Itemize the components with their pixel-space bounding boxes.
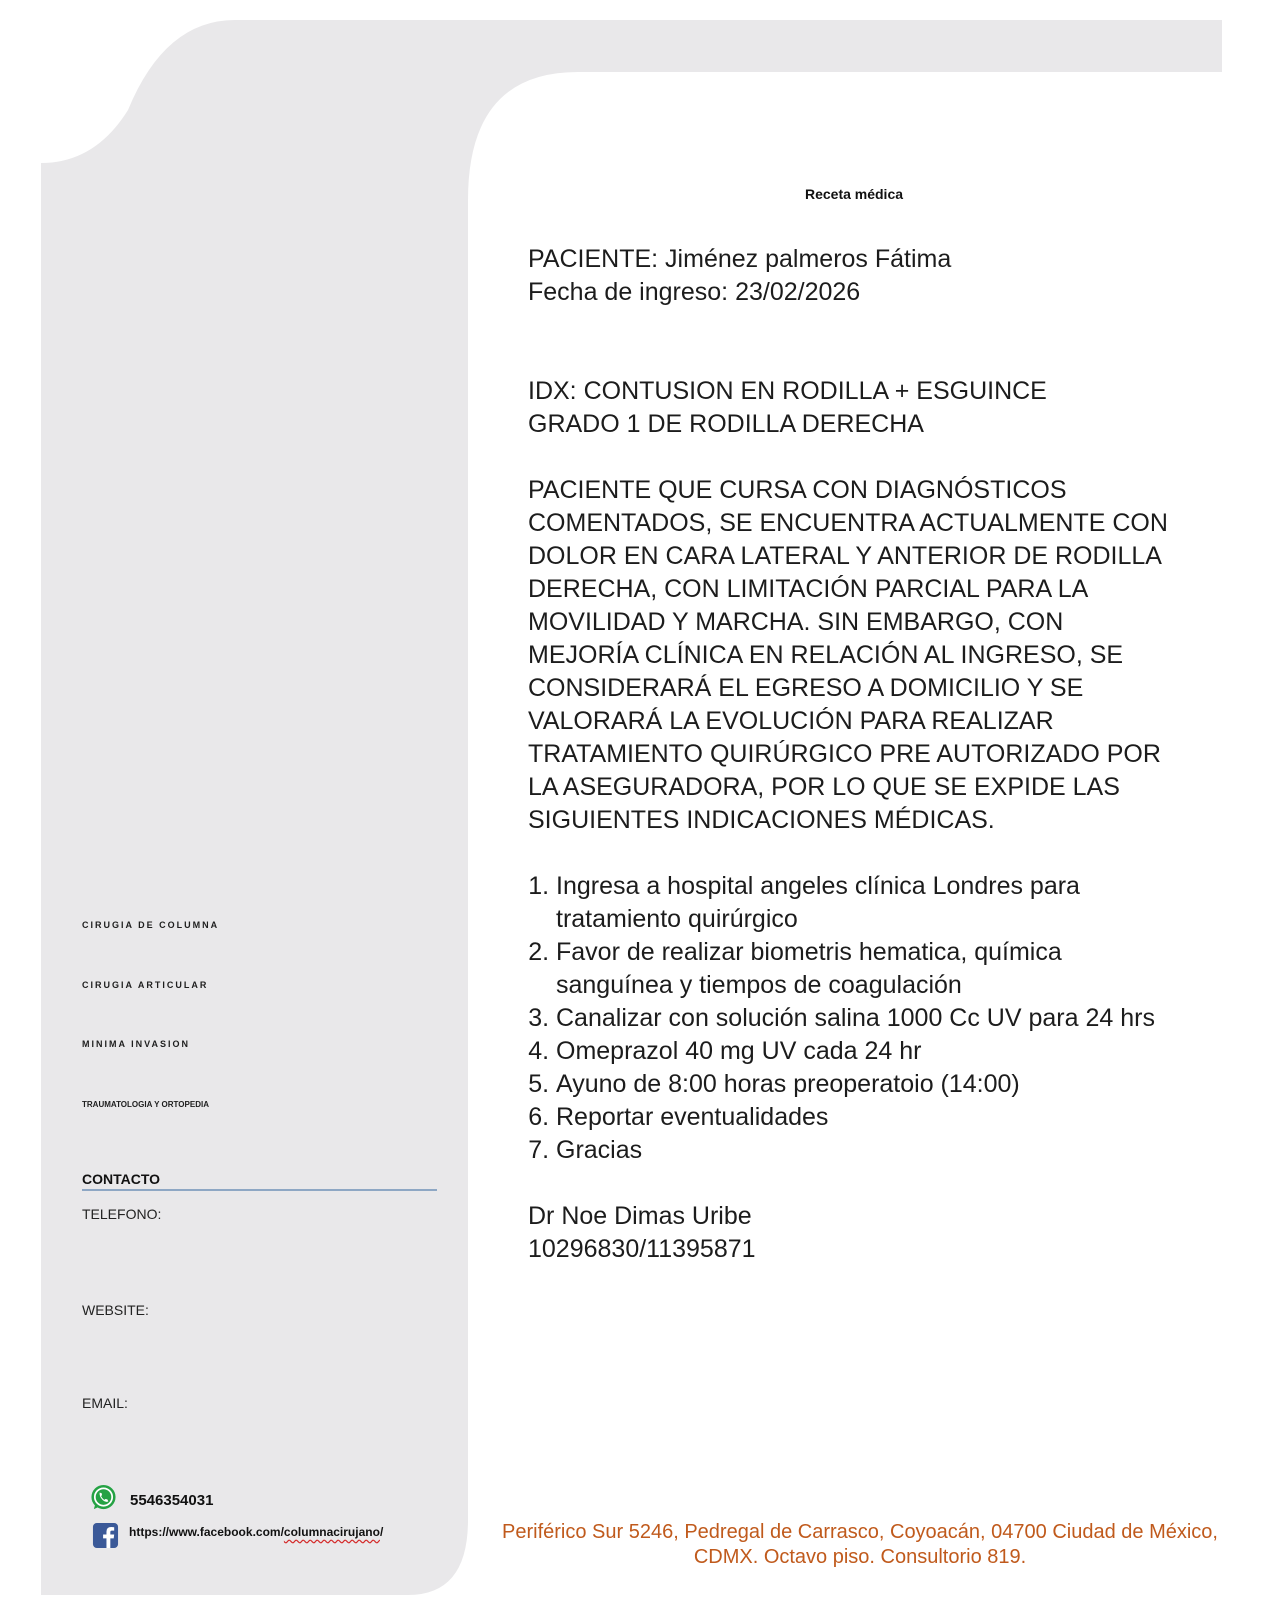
specialty-minimally-invasive: MINIMA INVASION	[82, 1039, 190, 1049]
indication-item: 5. Ayuno de 8:00 horas preoperatoio (14:00)	[556, 1068, 1178, 1101]
doctor-name: Dr Noe Dimas Uribe	[528, 1202, 752, 1230]
admission-date: Fecha de ingreso: 23/02/2026	[528, 278, 861, 306]
facebook-url-link[interactable]	[129, 1525, 383, 1539]
indication-item: 6. Reportar eventualidades	[556, 1101, 1178, 1134]
facebook-url-handle: columnacirujano	[283, 1525, 380, 1539]
contact-heading: CONTACTO	[82, 1171, 161, 1187]
indication-item: 1. Ingresa a hospital angeles clínica Londres para tratamiento quirúrgico	[556, 870, 1178, 936]
indication-item: 4. Omeprazol 40 mg UV cada 24 hr	[556, 1035, 1178, 1068]
indication-item: 3. Canalizar con solución salina 1000 Cc UV para 24 hrs	[556, 1002, 1178, 1035]
website-label: WEBSITE:	[82, 1302, 149, 1318]
whatsapp-icon	[90, 1484, 117, 1511]
patient-name: PACIENTE: Jiménez palmeros Fátima	[528, 245, 952, 273]
indication-item: 2. Favor de realizar biometris hematica, química sanguínea y tiempos de coagulación	[556, 936, 1178, 1002]
email-label: EMAIL:	[82, 1395, 128, 1411]
clinic-address: Periférico Sur 5246, Pedregal de Carrasco, Coyoacán, 04700 Ciudad de México, CDMX. Octavo piso. Consultorio 819.	[502, 1521, 1218, 1568]
prescription-body	[528, 243, 1178, 1266]
indications-list	[528, 870, 1178, 1167]
facebook-url-suffix: /	[379, 1525, 384, 1539]
contact-divider	[82, 1189, 437, 1191]
document-title: Receta médica	[804, 186, 904, 202]
specialty-joint-surgery: CIRUGIA ARTICULAR	[82, 980, 209, 990]
whatsapp-phone-number[interactable]: 5546354031	[130, 1492, 214, 1509]
diagnosis-line-2: GRADO 1 DE RODILLA DERECHA	[528, 410, 924, 438]
diagnosis-line-1: IDX: CONTUSION EN RODILLA + ESGUINCE	[528, 377, 1047, 405]
phone-label: TELEFONO:	[82, 1206, 162, 1222]
specialty-traumatology: TRAUMATOLOGIA Y ORTOPEDIA	[82, 1100, 209, 1109]
facebook-icon	[92, 1522, 119, 1549]
doctor-license: 10296830/11395871	[528, 1235, 756, 1263]
indication-item: 7. Gracias	[556, 1134, 1178, 1167]
facebook-url-prefix: https://www.facebook.com/	[129, 1525, 284, 1539]
clinical-summary: PACIENTE QUE CURSA CON DIAGNÓSTICOS COMENTADOS, SE ENCUENTRA ACTUALMENTE CON DOLOR EN CARA LATERAL Y ANTERIOR DE RODILLA DERECHA, CON LIMITACIÓN PARCIAL PARA LA MOVILIDAD Y MARCHA. SIN EMBARGO, CON MEJORÍA CLÍNICA EN RELACIÓN AL INGRESO, SE CONSIDERARÁ EL EGRESO A DOMICILIO Y SE VALORARÁ LA EVOLUCIÓN PARA REALIZAR TRATAMIENTO QUIRÚRGICO PRE AUTORIZADO POR LA ASEGURADORA, POR LO QUE SE EXPIDE LAS SIGUIENTES INDICACIONES MÉDICAS.	[528, 476, 1168, 834]
specialty-spine-surgery: CIRUGIA DE COLUMNA	[82, 920, 220, 930]
